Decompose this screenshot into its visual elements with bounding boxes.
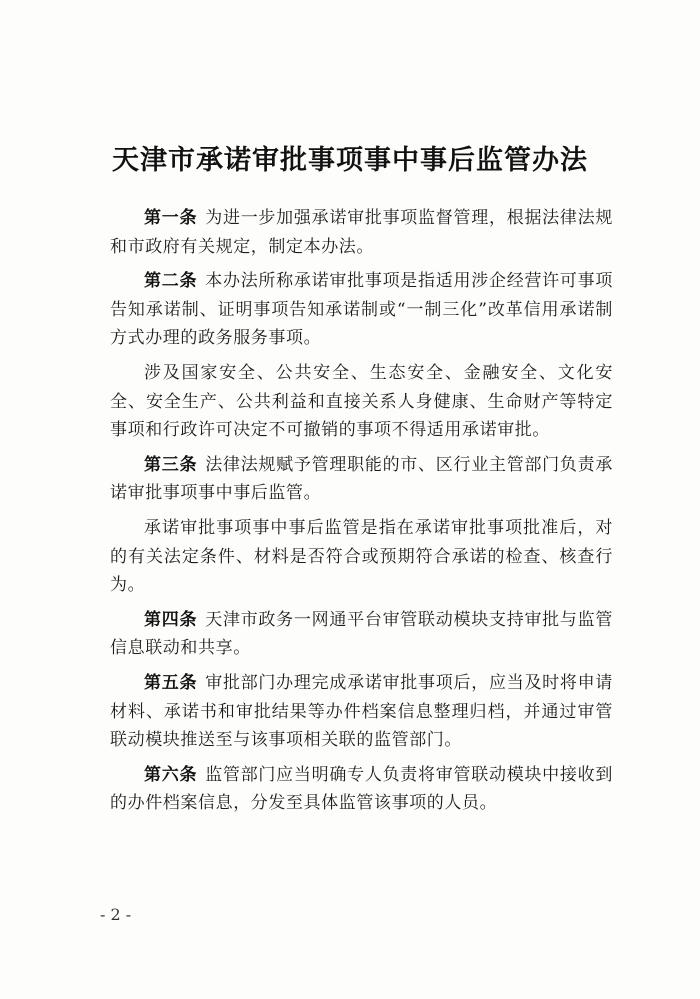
article-4-paragraph <box>110 606 613 663</box>
article-3-continuation <box>110 514 613 600</box>
article-3-label: 第三条 <box>144 454 198 475</box>
article-5-label: 第五条 <box>144 672 198 693</box>
article-6-text: 监管部门应当明确专人负责将审管联动模块中接收到的办件档案信息，分发至具体监管该事项的人员。 <box>110 764 613 814</box>
document-body <box>110 204 613 824</box>
document-title: 天津市承诺审批事项事中事后监管办法 <box>112 145 588 176</box>
article-2-paragraph <box>110 267 613 353</box>
article-5-text: 审批部门办理完成承诺审批事项后，应当及时将申请材料、承诺书和审批结果等办件档案信息整理归档，并通过审管联动模块推送至与该事项相关联的监管部门。 <box>110 672 613 751</box>
page-number: - 2 - <box>100 905 132 924</box>
article-1-paragraph <box>110 204 613 261</box>
article-4-text: 天津市政务一网通平台审管联动模块支持审批与监管信息联动和共享。 <box>110 609 613 659</box>
article-3-continuation-text: 承诺审批事项事中事后监管是指在承诺审批事项批准后，对的有关法定条件、材料是否符合或预期符合承诺的检查、核查行为。 <box>110 517 613 596</box>
article-1-label: 第一条 <box>144 208 198 228</box>
article-2-text: 本办法所称承诺审批事项是指适用涉企经营许可事项告知承诺制、证明事项告知承诺制或“一制三化”改革信用承诺制方式办理的政务服务事项。 <box>110 271 613 349</box>
article-2-label: 第二条 <box>144 271 198 292</box>
article-4-label: 第四条 <box>144 609 198 630</box>
article-6-label: 第六条 <box>144 764 198 785</box>
article-2-continuation <box>110 359 613 445</box>
article-3-paragraph <box>110 451 613 508</box>
article-2-continuation-text: 涉及国家安全、公共安全、生态安全、金融安全、文化安全、安全生产、公共利益和直接关系人身健康、生命财产等特定事项和行政许可决定不可撤销的事项不得适用承诺审批。 <box>110 362 613 441</box>
article-6-paragraph <box>110 761 613 818</box>
article-5-paragraph <box>110 669 613 755</box>
article-1-text: 为进一步加强承诺审批事项监督管理，根据法律法规和市政府有关规定，制定本办法。 <box>110 208 613 257</box>
article-3-text: 法律法规赋予管理职能的市、区行业主管部门负责承诺审批事项事中事后监管。 <box>110 454 613 504</box>
